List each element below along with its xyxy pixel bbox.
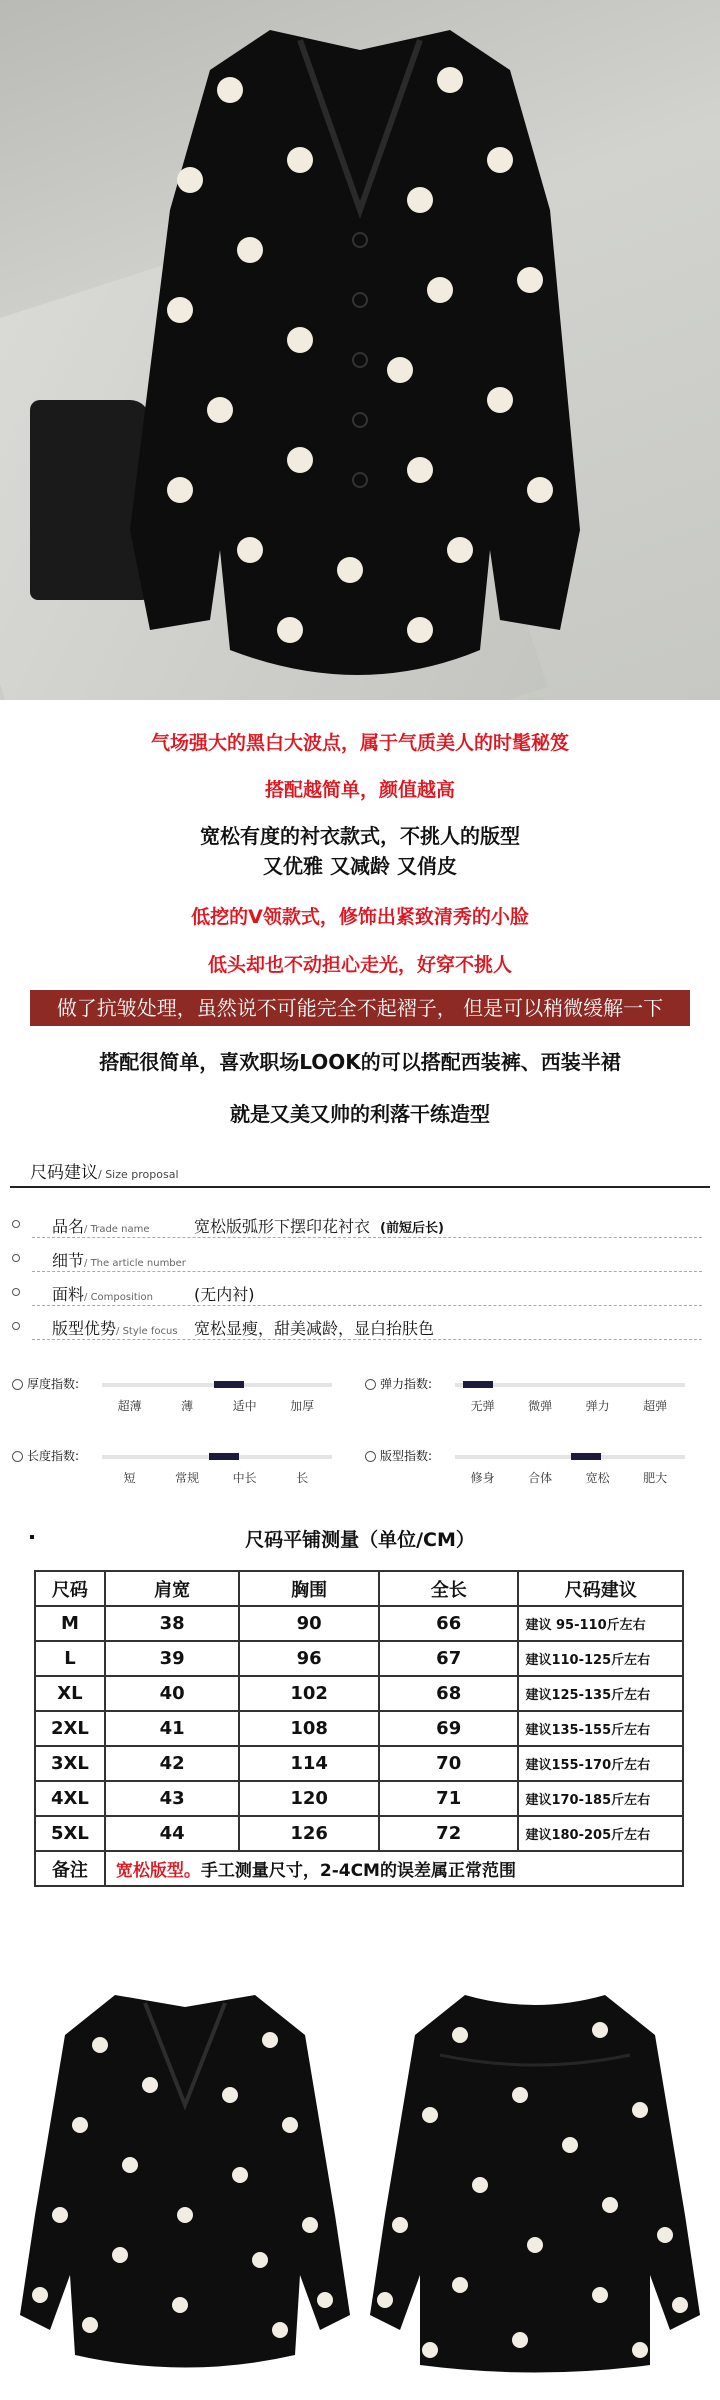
scale-icon [12,1451,23,1462]
bullet-icon [12,1220,20,1228]
scale-label: 中长 [232,1471,257,1485]
scale-label: 弹力 [585,1399,610,1413]
length-cell: 67 [379,1641,519,1676]
fit-scale [365,1447,705,1517]
scale-icon [365,1451,376,1462]
scale-label: 短 [123,1471,136,1485]
size-table [34,1570,684,1887]
intro-line-5: 低挖的V领款式，修饰出紧致清秀的小脸 [191,906,529,928]
scale-marker [209,1453,239,1460]
size-proposal-divider [10,1186,710,1188]
advice-cell: 建议180-205斤左右 [518,1816,683,1851]
length-cell: 71 [379,1781,519,1816]
header-cell: 尺码 [35,1571,105,1606]
header-cell: 全长 [379,1571,519,1606]
length-cell: 69 [379,1711,519,1746]
size-table-title: 尺码平铺测量（单位/CM） [245,1529,475,1551]
table-header-row [35,1571,683,1606]
advice-cell: 建议170-185斤左右 [518,1781,683,1816]
info-row-composition [12,1278,702,1306]
advice-cell: 建议110-125斤左右 [518,1641,683,1676]
bullet-icon [12,1288,20,1296]
scale-name: 弹力指数: [380,1377,433,1391]
intro-line-2: 搭配越简单，颜值越高 [264,779,455,801]
scale-icon [365,1379,376,1390]
scale-marker [571,1453,601,1460]
header-cell: 肩宽 [105,1571,240,1606]
intro-line-8: 就是又美又帅的利落干练造型 [230,1102,490,1126]
table-row [35,1746,683,1781]
intro-line-1: 气场强大的黑白大波点，属于气质美人的时髦秘笈 [150,732,569,754]
bullet-icon [12,1254,20,1262]
info-value: 宽松版弧形下摆印花衬衣 [194,1217,371,1236]
info-label: 细节 [52,1251,85,1270]
scale-name: 长度指数: [27,1449,80,1463]
advice-cell: 建议 95-110斤左右 [518,1606,683,1641]
scale-label: 宽松 [585,1471,610,1485]
shoulder-cell: 41 [105,1711,240,1746]
length-cell: 66 [379,1606,519,1641]
bust-cell: 90 [239,1606,379,1641]
size-proposal-header [0,1158,720,1186]
bust-cell: 114 [239,1746,379,1781]
length-cell: 68 [379,1676,519,1711]
info-row-style-focus [12,1312,702,1340]
info-value: 宽松显瘦，甜美减龄，显白抬肤色 [194,1319,435,1338]
remark-label: 备注 [35,1851,105,1886]
elasticity-scale [365,1375,705,1445]
info-label: 品名 [52,1217,85,1236]
remark-cell [105,1851,683,1886]
anti-wrinkle-banner: 做了抗皱处理，虽然说不可能完全不起褶子， 但是可以稍微缓解一下 [30,990,690,1026]
scale-label: 超弹 [643,1399,668,1413]
table-remark-row [35,1851,683,1886]
table-row [35,1606,683,1641]
bullet-icon [12,1322,20,1330]
remark-red: 宽松版型。 [115,1861,201,1881]
intro-line-6: 低头却也不动担心走光，好穿不挑人 [207,954,512,976]
size-cell: M [35,1606,105,1641]
size-proposal-title-en: / Size proposal [98,1168,179,1181]
bust-cell: 96 [239,1641,379,1676]
polka-dot-shirt-image [120,10,600,690]
scale-label: 长 [296,1471,309,1485]
scale-marker [214,1381,244,1388]
shoulder-cell: 39 [105,1641,240,1676]
info-row-trade-name [12,1210,702,1238]
info-label: 版型优势 [52,1319,117,1338]
scale-marker [463,1381,493,1388]
table-row [35,1816,683,1851]
intro-line-3: 宽松有度的衬衣款式，不挑人的版型 [200,824,520,848]
header-cell: 胸围 [239,1571,379,1606]
size-proposal-title: 尺码建议 [30,1163,98,1183]
length-scale [12,1447,352,1517]
info-label-en: / Style focus [116,1326,178,1337]
size-cell: 4XL [35,1781,105,1816]
length-cell: 70 [379,1746,519,1781]
shirt-front-image [20,1985,350,2380]
scale-label: 适中 [232,1399,257,1413]
length-cell: 72 [379,1816,519,1851]
info-label: 面料 [52,1285,85,1304]
shoulder-cell: 43 [105,1781,240,1816]
scale-icon [12,1379,23,1390]
table-row [35,1641,683,1676]
bust-cell: 108 [239,1711,379,1746]
bust-cell: 120 [239,1781,379,1816]
advice-cell: 建议155-170斤左右 [518,1746,683,1781]
table-row [35,1711,683,1746]
scale-label: 合体 [528,1471,553,1485]
remark-text: 手工测量尺寸，2-4CM的误差属正常范围 [200,1861,516,1881]
scale-label: 薄 [181,1399,194,1413]
shirt-back-image [370,1985,700,2380]
info-label-en: / Composition [84,1292,154,1303]
bust-cell: 126 [239,1816,379,1851]
advice-cell: 建议135-155斤左右 [518,1711,683,1746]
header-cell: 尺码建议 [518,1571,683,1606]
hero-photo [0,0,720,700]
table-row [35,1676,683,1711]
thickness-scale [12,1375,352,1445]
info-label-en: / Trade name [84,1224,150,1235]
scale-label: 常规 [175,1471,200,1485]
shoulder-cell: 42 [105,1746,240,1781]
bust-cell: 102 [239,1676,379,1711]
size-cell: 3XL [35,1746,105,1781]
scale-label: 无弹 [470,1399,495,1413]
shoulder-cell: 40 [105,1676,240,1711]
info-label-en: / The article number [84,1258,186,1269]
shoulder-cell: 44 [105,1816,240,1851]
scale-label: 微弹 [528,1399,553,1413]
intro-line-7: 搭配很简单，喜欢职场LOOK的可以搭配西装裤、西装半裙 [99,1050,621,1074]
intro-line-4: 又优雅 又减龄 又俏皮 [263,854,457,878]
size-cell: XL [35,1676,105,1711]
info-value: (无内衬) [194,1285,255,1304]
scale-name: 版型指数: [380,1449,433,1463]
size-cell: 2XL [35,1711,105,1746]
scale-label: 超薄 [117,1399,142,1413]
scale-label: 修身 [470,1471,495,1485]
size-cell: 5XL [35,1816,105,1851]
table-row [35,1781,683,1816]
scale-label: 肥大 [643,1471,668,1485]
size-cell: L [35,1641,105,1676]
scale-label: 加厚 [290,1399,315,1413]
scale-name: 厚度指数: [27,1377,80,1391]
info-row-article-number [12,1244,702,1272]
info-sub: (前短后长) [380,1221,444,1236]
advice-cell: 建议125-135斤左右 [518,1676,683,1711]
shoulder-cell: 38 [105,1606,240,1641]
